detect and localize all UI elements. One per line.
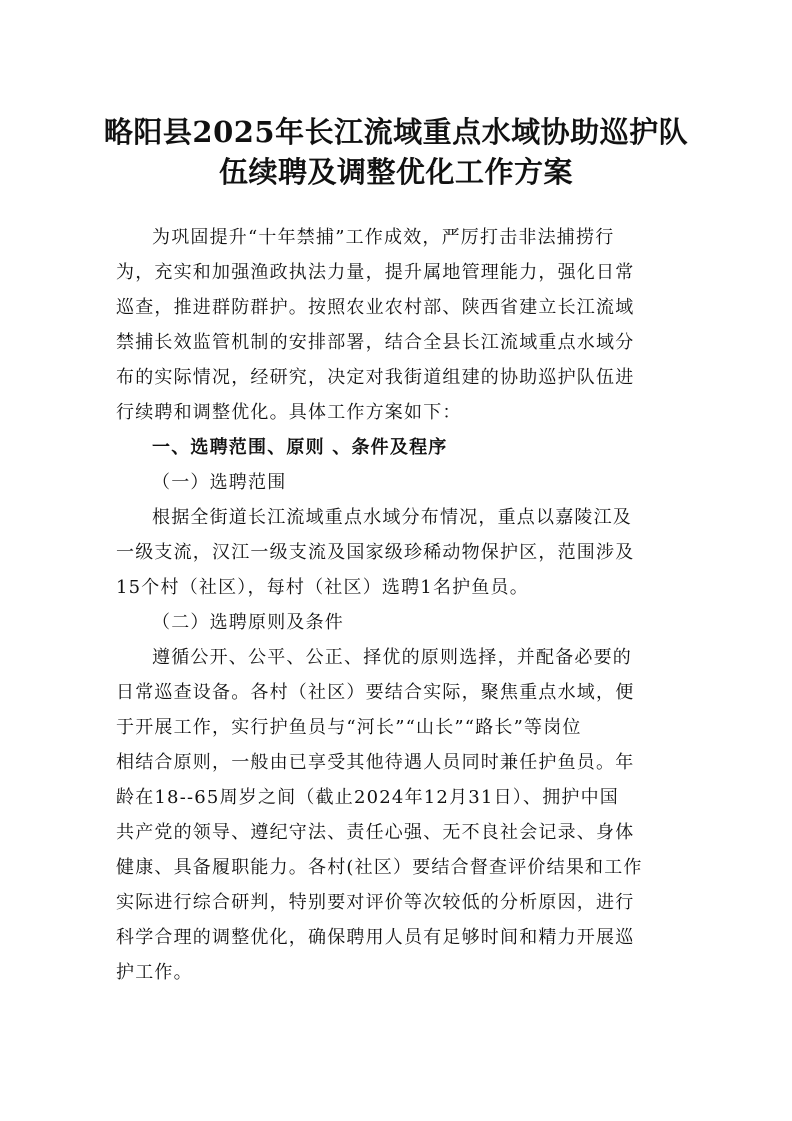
subsection-heading-scope: （一）选聘范围 xyxy=(152,472,287,493)
intro-line: 行续聘和调整优化。具体工作方案如下： xyxy=(116,402,462,423)
principles-line: 日常巡查设备。各村（社区）要结合实际，聚焦重点水域，便 xyxy=(116,682,635,703)
principles-line: 相结合原则，一般由已享受其他待遇人员同时兼任护鱼员。年 xyxy=(116,752,635,773)
principles-line: 科学合理的调整优化，确保聘用人员有足够时间和精力开展巡 xyxy=(116,927,635,948)
intro-paragraph xyxy=(116,220,692,430)
principles-line: 龄在18--65周岁之间（截止2024年12月31日）、拥护中国 xyxy=(116,787,619,808)
principles-line: 护工作。 xyxy=(116,962,193,983)
document-body xyxy=(116,220,692,990)
intro-line: 为，充实和加强渔政执法力量，提升属地管理能力，强化日常 xyxy=(116,262,635,283)
principles-paragraph xyxy=(116,640,692,990)
intro-line: 巡查，推进群防群护。按照农业农村部、陕西省建立长江流域 xyxy=(116,297,635,318)
principles-line: 共产党的领导、遵纪守法、责任心强、无不良社会记录、身体 xyxy=(116,822,635,843)
intro-line: 禁捕长效监管机制的安排部署，结合全县长江流域重点水域分 xyxy=(116,332,635,353)
scope-line: 根据全街道长江流域重点水域分布情况，重点以嘉陵江及 xyxy=(152,507,632,528)
scope-line: 一级支流，汉江一级支流及国家级珍稀动物保护区，范围涉及 xyxy=(116,542,635,563)
section-heading: 一、选聘范围、原则 、条件及程序 xyxy=(152,437,448,458)
intro-line: 为巩固提升“十年禁捕”工作成效，严厉打击非法捕捞行 xyxy=(152,227,615,248)
principles-line: 于开展工作，实行护鱼员与“河长”“山长”“路长”等岗位 xyxy=(116,717,582,738)
title-line-2: 伍续聘及调整优化工作方案 xyxy=(218,155,573,189)
document-title xyxy=(90,112,702,192)
principles-line: 健康、具备履职能力。各村(社区）要结合督查评价结果和工作 xyxy=(116,857,643,878)
scope-line: 15个村（社区），每村（社区）选聘1名护鱼员。 xyxy=(116,577,529,598)
principles-line: 遵循公开、公平、公正、择优的原则选择，并配备必要的 xyxy=(152,647,632,668)
intro-line: 布的实际情况，经研究，决定对我街道组建的协助巡护队伍进 xyxy=(116,367,635,388)
scope-paragraph xyxy=(116,500,692,605)
title-line-1: 略阳县2025年长江流域重点水域协助巡护队 xyxy=(103,115,689,149)
principles-line: 实际进行综合研判，特别要对评价等次较低的分析原因，进行 xyxy=(116,892,635,913)
subsection-heading-principles: （二）选聘原则及条件 xyxy=(152,612,344,633)
